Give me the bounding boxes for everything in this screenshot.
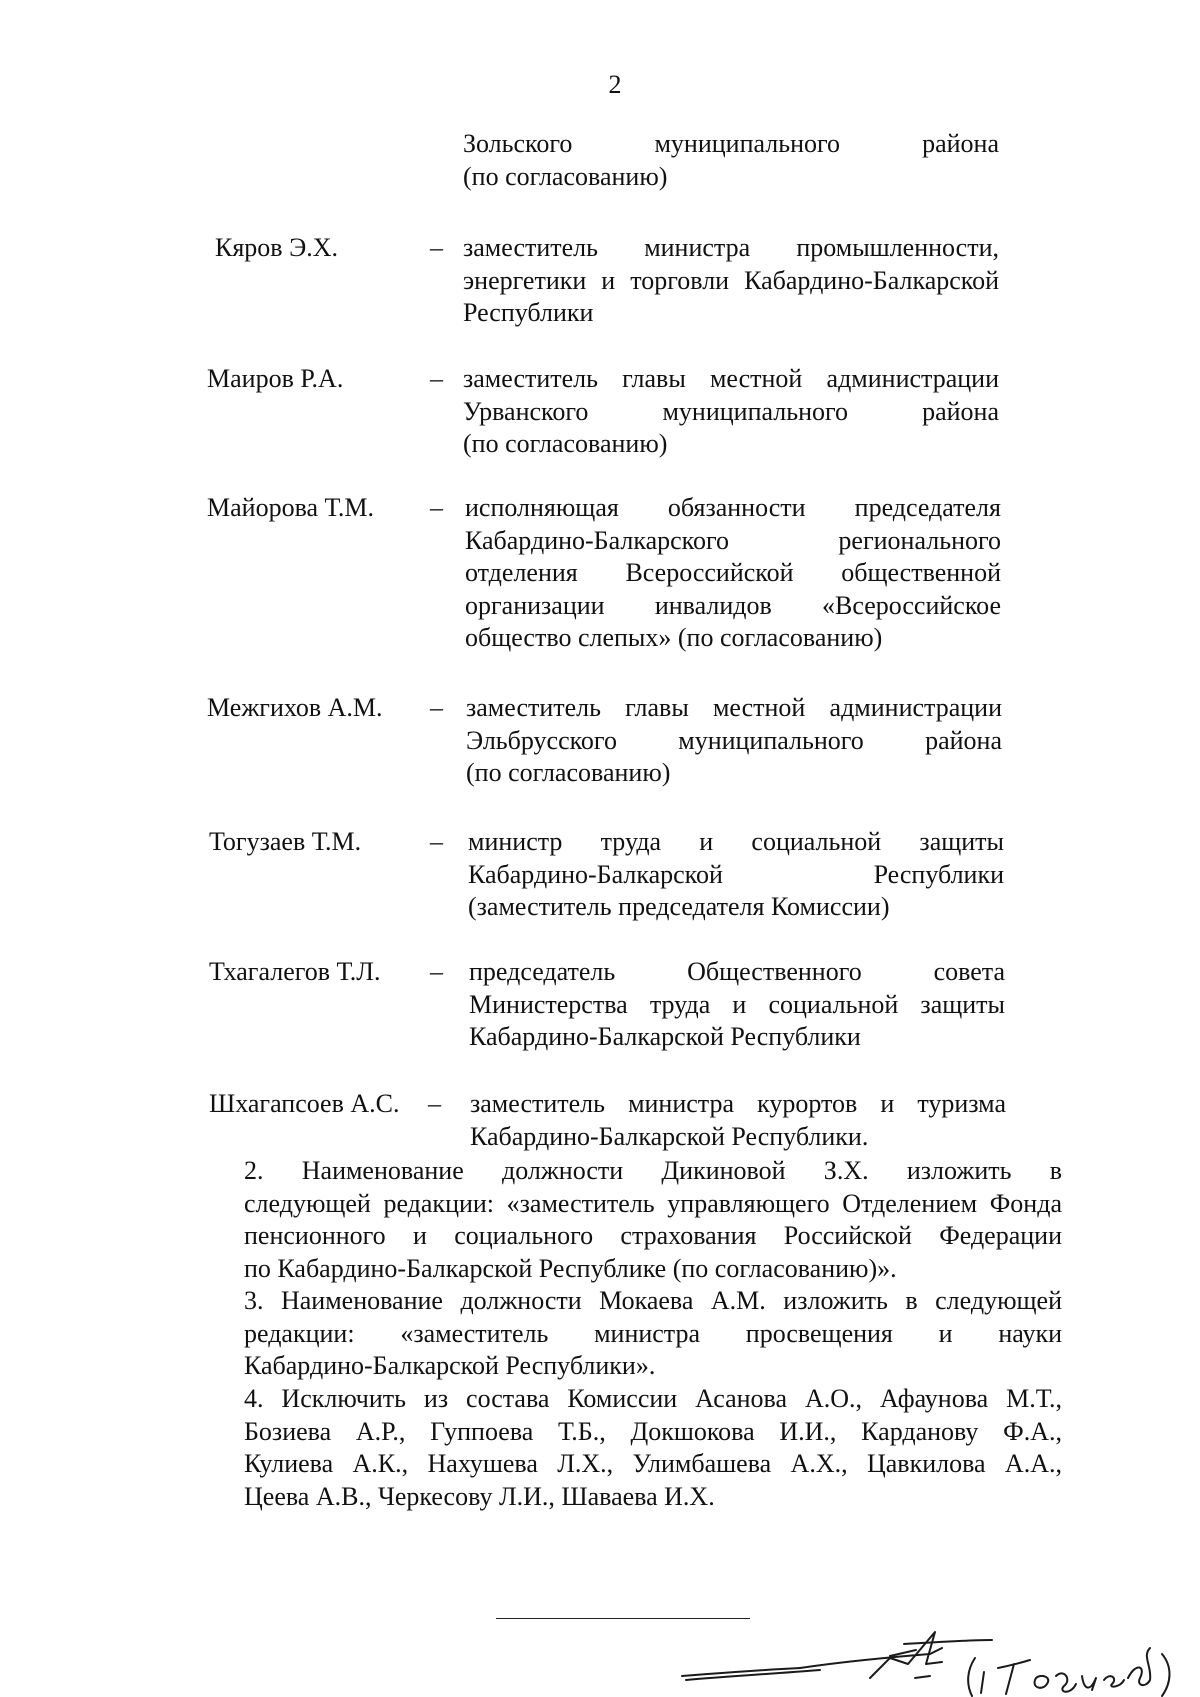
description-line: (по согласованию) [463,161,668,191]
member-name: Межгихов А.М. [207,693,383,722]
member-description [468,826,1004,924]
description-line: (по согласованию) [463,429,668,458]
paragraph-line: следующей редакции: «заместитель управляющего Отделением Фонда [244,1188,1062,1218]
paragraph-line: Кабардино-Балкарской Республики». [244,1351,656,1380]
member-dash: – [430,233,443,262]
paragraph-line: пенсионного и социального страхования Российской Федерации [244,1221,1062,1250]
description-line: общество слепых» (по согласованию) [465,623,883,652]
member-name: Кяров Э.Х. [215,233,339,262]
member-name: Шхагапсоев А.С. [209,1089,400,1118]
paragraph-line: Цеева А.В., Черкесову Л.И., Шаваева И.Х. [244,1481,715,1511]
description-line: заместитель министра промышленности, [463,233,999,262]
description-line: (по согласованию) [466,758,671,787]
paragraph-line: Кулиева А.К., Нахушева Л.Х., Улимбашева А.Х., Цавкилова А.А., [244,1449,1062,1478]
description-line: заместитель главы местной администрации [466,693,1002,722]
description-line: Республики [463,298,594,327]
description-line: Зольского муниципального района [463,129,999,158]
paragraph-line: 3. Наименование должности Мокаева А.М. изложить в следующей [244,1286,1062,1315]
handwritten-signature [680,1618,1180,1697]
description-line: председатель Общественного совета [469,957,1005,986]
member-name: Тхагалегов Т.Л. [209,957,381,986]
member-dash: – [430,957,443,986]
member-description [463,363,999,461]
description-line: Кабардино-Балкарской Республики [468,859,1004,889]
member-description [465,492,1001,655]
member-name: Тогузаев Т.М. [209,827,362,856]
description-line: Эльбрусского муниципального района [466,725,1002,755]
page-number: 2 [608,70,622,99]
member-description [466,692,1002,790]
member-dash: – [428,1089,441,1118]
description-line: энергетики и торговли Кабардино-Балкарской [463,265,999,295]
description-line: Кабардино-Балкарской Республики [469,1022,861,1051]
continuation-description [463,128,999,193]
member-dash: – [430,827,443,856]
description-line: Урванского муниципального района [463,396,999,426]
member-dash: – [430,693,443,722]
paragraph-item-3 [176,1285,1062,1383]
member-description [469,956,1005,1054]
description-line: министр труда и социальной защиты [468,827,1004,856]
member-dash: – [430,493,443,522]
paragraph-line: 4. Исключить из состава Комиссии Асанова А.О., Афаунова М.Т., [244,1384,1062,1413]
description-line: Кабардино-Балкарского регионального [465,525,1001,555]
description-line: организации инвалидов «Всероссийское [465,590,1001,620]
paragraph-line: редакции: «заместитель министра просвещения и науки [244,1318,1062,1348]
description-line: (заместитель председателя Комиссии) [468,892,890,921]
member-name: Майорова Т.М. [207,493,374,522]
description-line: отделения Всероссийской общественной [465,558,1001,587]
description-line: Министерства труда и социальной защиты [469,989,1005,1019]
member-name: Маиров Р.А. [207,364,344,393]
paragraph-line: Бозиева А.Р., Гуппоева Т.Б., Докшокова И.И., Карданову Ф.А., [244,1416,1062,1446]
paragraph-item-2 [176,1155,1062,1285]
description-line: исполняющая обязанности председателя [465,493,1001,522]
description-line: заместитель главы местной администрации [463,364,999,393]
paragraph-line: по Кабардино-Балкарской Республике (по согласованию)». [244,1253,897,1283]
paragraph-item-4 [176,1383,1062,1513]
description-line: Кабардино-Балкарской Республики. [470,1121,869,1151]
description-line: заместитель министра курортов и туризма [470,1089,1006,1118]
paragraph-line: 2. Наименование должности Дикиновой З.Х. изложить в [244,1156,1062,1185]
member-dash: – [430,364,443,393]
member-description [463,232,999,330]
member-description [470,1088,1006,1153]
